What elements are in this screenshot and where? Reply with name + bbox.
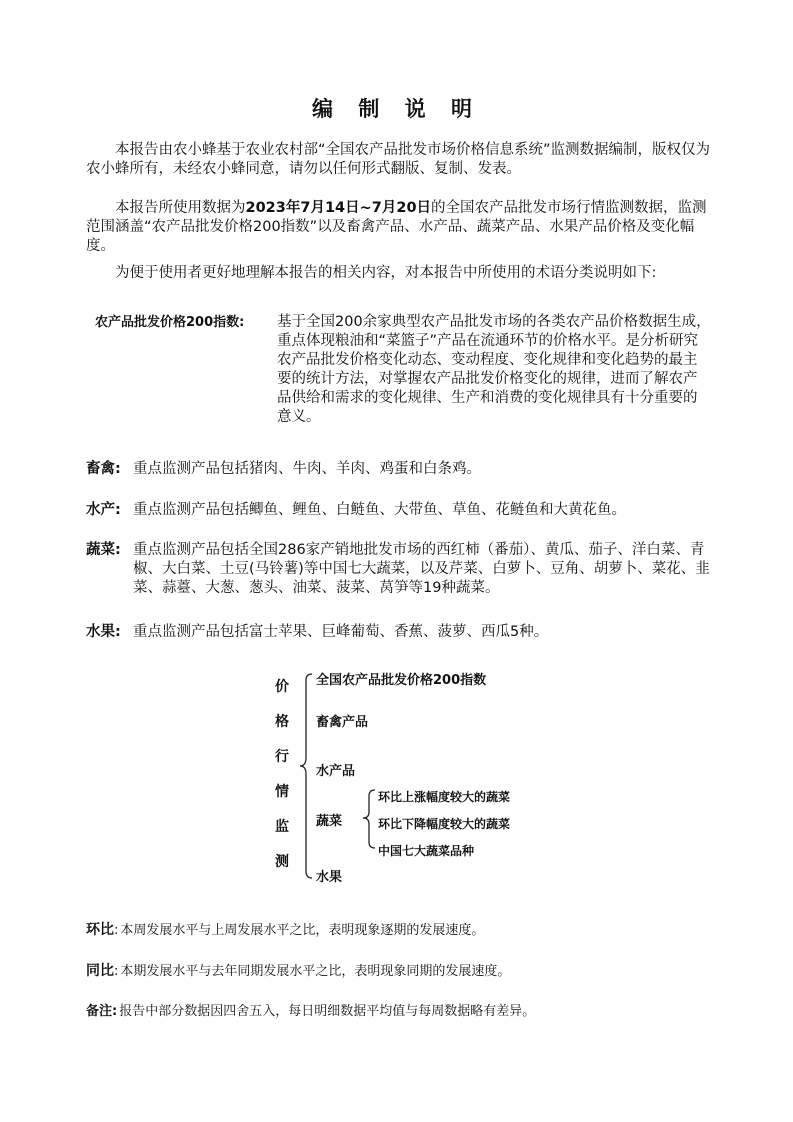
diagram-node-livestock: 畜禽产品 [316, 715, 369, 730]
diagram-node-index: 全国农产品批发价格200指数 [316, 673, 487, 688]
vegetable-brace [363, 790, 375, 848]
category-label: 水果: [86, 624, 121, 640]
diagram-node-fruit: 水果 [316, 870, 343, 885]
date-range: 2023年7月14日~7月20日 [245, 200, 432, 216]
category-label: 蔬菜: [86, 542, 121, 558]
note-text: 本周发展水平与上周发展水平之比，表明现象逐期的发展速度。 [120, 923, 485, 938]
index-term-text: 基于全国200余家典型农产品批发市场的各类农产品价格数据生成，重点体现粮油和“菜篮子”产品在流通环节的价格水平。是分析研究农产品批发价格变化动态、变动程度、变化规律和变化趋势的最主要的统计方法，对掌握农产品批发价格变化的规律，进而了解农产品供给和需求的变化规律、生产和消费的变化规律具有十分重要的意义。 [277, 314, 711, 425]
main-brace [300, 674, 312, 878]
note-label: 备注: [86, 1004, 118, 1019]
note-colon: : [114, 964, 119, 979]
diagram-braces [270, 666, 570, 896]
diagram-veg-child: 环比上涨幅度较大的蔬菜 [378, 790, 511, 804]
terms-intro-paragraph: 为便于使用者更好地理解本报告的相关内容，对本报告中所使用的术语分类说明如下: [115, 265, 657, 281]
note-remark [86, 1000, 535, 1019]
page-title: 编 制 说 明 [312, 97, 481, 121]
note-text: 本期发展水平与去年同期发展水平之比，表明现象同期的发展速度。 [120, 964, 511, 979]
diagram-veg-child: 中国七大蔬菜品种 [378, 844, 475, 858]
monitoring-structure-diagram [270, 666, 570, 896]
note-mom [86, 919, 484, 939]
diagram-node-aquatic: 水产品 [316, 764, 356, 779]
copyright-paragraph: 本报告由农小蜂基于农业农村部“全国农产品批发市场价格信息系统”监测数据编制，版权仅为农小蜂所有，未经农小蜂同意，请勿以任何形式翻版、复制、发表。 [86, 142, 711, 177]
root-char: 行 [275, 749, 289, 765]
note-text: 报告中部分数据因四舍五入，每日明细数据平均值与每周数据略有差异。 [119, 1004, 536, 1019]
category-text: 重点监测产品包括猪肉、牛肉、羊肉、鸡蛋和白条鸡。 [133, 461, 481, 477]
index-term-label: 农产品批发价格200指数: [95, 315, 245, 330]
diagram-veg-child: 环比下降幅度较大的蔬菜 [378, 817, 511, 831]
diagram-node-vegetables: 蔬菜 [316, 814, 343, 829]
root-char: 监 [275, 819, 289, 835]
root-char: 格 [275, 714, 289, 730]
note-label: 同比 [86, 963, 114, 979]
root-char: 价 [275, 679, 289, 695]
note-colon: : [114, 923, 119, 938]
category-text: 重点监测产品包括富士苹果、巨峰葡萄、香蕉、菠萝、西瓜5种。 [133, 624, 549, 640]
data-scope-before: 本报告所使用数据为 [115, 200, 246, 216]
data-scope-after: 的全国农产品批发市场行情监测数据，监测范围涵盖“农产品批发价格200指数”以及畜禽产品、水产品、蔬菜产品、水果产品价格及变化幅度。 [86, 200, 707, 254]
root-char: 情 [275, 784, 289, 800]
category-text: 重点监测产品包括全国286家产销地批发市场的西红柿（番茄）、黄瓜、茄子、洋白菜、青椒、大白菜、土豆(马铃薯)等中国七大蔬菜，以及芹菜、白萝卜、豆角、胡萝卜、菜花、韭菜、蒜薹、大葱、葱头、油菜、菠菜、莴笋等19种蔬菜。 [133, 542, 710, 596]
category-label: 水产: [86, 502, 121, 518]
root-char: 测 [275, 854, 289, 870]
note-yoy [86, 960, 510, 980]
category-text: 重点监测产品包括鲫鱼、鲤鱼、白鲢鱼、大带鱼、草鱼、花鲢鱼和大黄花鱼。 [133, 502, 626, 518]
category-label: 畜禽: [86, 461, 121, 477]
data-scope-paragraph [86, 199, 716, 256]
note-label: 环比 [86, 922, 114, 938]
